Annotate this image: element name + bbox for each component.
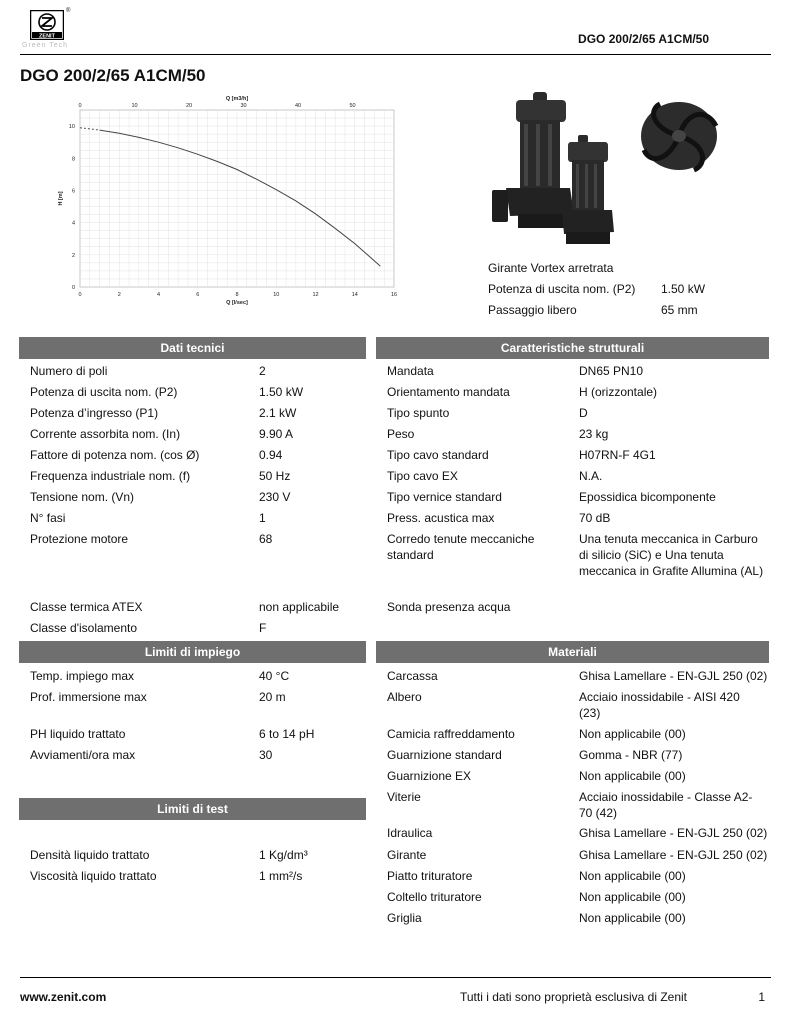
mat-label-carcassa: Carcassa (387, 669, 438, 683)
footer-website-link[interactable]: www.zenit.com (20, 990, 107, 1004)
cs-value-peso: 23 kg (579, 427, 609, 441)
lt-label-viscosita: Viscosità liquido trattato (30, 869, 157, 883)
dt-value-p2: 1.50 kW (259, 385, 304, 399)
li-value-avviamenti: 30 (259, 748, 273, 762)
cs-value-cavo-standard: H07RN-F 4G1 (579, 448, 656, 462)
mat-label-coltello: Coltello trituratore (387, 890, 482, 904)
cs-label-tenute: Corredo tenute meccaniche standard (387, 532, 535, 562)
x-tick-label: 2 (117, 292, 121, 298)
page-title: DGO 200/2/65 A1CM/50 (20, 66, 206, 85)
mat-label-piatto: Piatto trituratore (387, 869, 473, 883)
lt-label-densita: Densità liquido trattato (30, 848, 150, 862)
x-tick-label: 16 (390, 292, 398, 298)
chart-svg (52, 92, 412, 310)
dt-value-isolamento: F (259, 621, 267, 635)
header-product-code: DGO 200/2/65 A1CM/50 (578, 32, 709, 46)
section-caratteristiche: Caratteristiche strutturali (376, 337, 769, 359)
dt-value-tensione: 230 V (259, 490, 291, 504)
mat-value-coltello: Non applicabile (00) (579, 890, 686, 904)
registered-mark: ® (66, 8, 71, 14)
product-line-girante: Girante Vortex arretrata (488, 261, 614, 275)
cs-value-orientamento: H (orizzontale) (579, 385, 658, 399)
page-number: 1 (758, 990, 765, 1004)
x-axis-label: Q [l/sec] (226, 300, 248, 306)
x-top-tick-label: 40 (294, 103, 302, 109)
mat-label-girante: Girante (387, 848, 427, 862)
x-top-tick-label: 30 (240, 103, 247, 109)
cs-label-vernice: Tipo vernice standard (387, 490, 502, 504)
section-dati-tecnici: Dati tecnici (19, 337, 366, 359)
li-value-immersione: 20 m (259, 690, 286, 704)
y-tick-label: 0 (71, 285, 75, 291)
cs-value-pressione: 70 dB (579, 511, 611, 525)
x-top-tick-label: 20 (185, 103, 193, 109)
cs-label-cavo-standard: Tipo cavo standard (387, 448, 489, 462)
mat-label-guarnizione-std: Guarnizione standard (387, 748, 502, 762)
mat-value-guarnizione-std: Gomma - NBR (77) (579, 748, 683, 762)
mat-value-girante: Ghisa Lamellare - EN-GJL 250 (02) (579, 848, 768, 862)
dt-label-classe-atex: Classe termica ATEX (30, 600, 143, 614)
footer-note: Tutti i dati sono proprietà esclusiva di Zenit (460, 990, 687, 1004)
pump-image (488, 90, 633, 250)
performance-chart (52, 92, 412, 310)
x-tick-label: 8 (235, 292, 239, 298)
dt-label-p1: Potenza d’ingresso (P1) (30, 406, 159, 420)
li-label-immersione: Prof. immersione max (30, 690, 147, 704)
dt-value-frequenza: 50 Hz (259, 469, 291, 483)
dt-label-tensione: Tensione nom. (Vn) (30, 490, 135, 504)
mat-value-albero: Acciaio inossidabile - AISI 420 (23) (579, 690, 740, 720)
cs-label-sonda: Sonda presenza acqua (387, 600, 511, 614)
mat-label-idraulica: Idraulica (387, 826, 433, 840)
cs-label-orientamento: Orientamento mandata (387, 385, 510, 399)
section-limiti-test: Limiti di test (19, 798, 366, 820)
x-top-axis-label: Q [m3/h] (225, 96, 249, 102)
cs-label-spunto: Tipo spunto (387, 406, 450, 420)
mat-value-viterie: Acciaio inossidabile - Classe A2-70 (42) (579, 790, 753, 820)
mat-value-carcassa: Ghisa Lamellare - EN-GJL 250 (02) (579, 669, 768, 683)
li-value-ph: 6 to 14 pH (259, 727, 315, 741)
x-tick-label: 0 (78, 292, 82, 298)
logo-subtitle: Green Tech (22, 42, 69, 49)
li-label-temp: Temp. impiego max (30, 669, 135, 683)
cs-label-cavo-ex: Tipo cavo EX (387, 469, 458, 483)
x-top-tick-label: 50 (349, 103, 356, 109)
product-line-passaggio-label: Passaggio libero (488, 303, 577, 317)
dt-value-protezione: 68 (259, 532, 273, 546)
mat-value-griglia: Non applicabile (00) (579, 911, 686, 925)
zenit-logo (30, 10, 64, 40)
mat-label-viterie: Viterie (387, 790, 421, 804)
x-tick-label: 14 (351, 292, 358, 298)
dt-value-classe-atex: non applicabile (259, 600, 340, 614)
dt-label-poli: Numero di poli (30, 364, 108, 378)
cs-value-mandata: DN65 PN10 (579, 364, 644, 378)
section-limiti-impiego: Limiti di impiego (19, 641, 366, 663)
dt-label-corrente: Corrente assorbita nom. (In) (30, 427, 181, 441)
cs-value-spunto: D (579, 406, 588, 420)
mat-label-camicia: Camicia raffreddamento (387, 727, 515, 741)
header-rule (20, 54, 771, 55)
cs-label-mandata: Mandata (387, 364, 434, 378)
product-line-potenza-label: Potenza di uscita nom. (P2) (488, 282, 636, 296)
section-materiali: Materiali (376, 641, 769, 663)
y-tick-label: 6 (71, 188, 75, 195)
product-line-potenza-value: 1.50 kW (661, 282, 706, 296)
dt-value-cosphi: 0.94 (259, 448, 283, 462)
mat-label-albero: Albero (387, 690, 422, 704)
cs-value-cavo-ex: N.A. (579, 469, 603, 483)
y-tick-label: 10 (68, 124, 75, 131)
y-tick-label: 4 (71, 220, 75, 227)
x-tick-label: 10 (273, 292, 280, 298)
footer-rule (20, 977, 771, 978)
mat-label-griglia: Griglia (387, 911, 422, 925)
dt-label-cosphi: Fattore di potenza nom. (cos Ø) (30, 448, 200, 462)
mat-value-guarnizione-ex: Non applicabile (00) (579, 769, 686, 783)
mat-value-idraulica: Ghisa Lamellare - EN-GJL 250 (02) (579, 826, 768, 840)
x-tick-label: 12 (312, 292, 319, 298)
dt-value-fasi: 1 (259, 511, 266, 525)
x-tick-label: 6 (196, 292, 200, 298)
dt-value-corrente: 9.90 A (259, 427, 294, 441)
cs-label-peso: Peso (387, 427, 415, 441)
dt-label-isolamento: Classe d'isolamento (30, 621, 138, 635)
product-line-passaggio-value: 65 mm (661, 303, 698, 317)
dt-value-p1: 2.1 kW (259, 406, 297, 420)
x-tick-label: 4 (156, 292, 161, 298)
dt-label-fasi: N° fasi (30, 511, 66, 525)
dt-label-p2: Potenza di uscita nom. (P2) (30, 385, 178, 399)
mat-value-piatto: Non applicabile (00) (579, 869, 686, 883)
y-tick-label: 2 (71, 252, 75, 259)
cs-value-tenute: Una tenuta meccanica in Carburo di silicio (SiC) e Una tenuta meccanica in Grafite Allumina (AL) (579, 532, 764, 578)
cs-value-vernice: Epossidica bicomponente (579, 490, 716, 504)
lt-value-densita: 1 Kg/dm³ (259, 848, 308, 862)
li-value-temp: 40 °C (259, 669, 290, 683)
dt-label-frequenza: Frequenza industriale nom. (f) (30, 469, 191, 483)
cs-label-pressione: Press. acustica max (387, 511, 495, 525)
lt-value-viscosita: 1 mm²/s (259, 869, 303, 883)
dt-value-poli: 2 (259, 364, 266, 378)
dt-label-protezione: Protezione motore (30, 532, 129, 546)
mat-label-guarnizione-ex: Guarnizione EX (387, 769, 472, 783)
li-label-ph: PH liquido trattato (30, 727, 126, 741)
logo-text: ZENIT (39, 33, 55, 40)
x-top-tick-label: 10 (131, 103, 138, 109)
li-label-avviamenti: Avviamenti/ora max (30, 748, 136, 762)
mat-value-camicia: Non applicabile (00) (579, 727, 686, 741)
y-tick-label: 8 (71, 156, 75, 163)
impeller-image (638, 98, 720, 174)
y-axis-label: H [m] (58, 191, 64, 206)
x-top-tick-label: 0 (78, 103, 82, 109)
